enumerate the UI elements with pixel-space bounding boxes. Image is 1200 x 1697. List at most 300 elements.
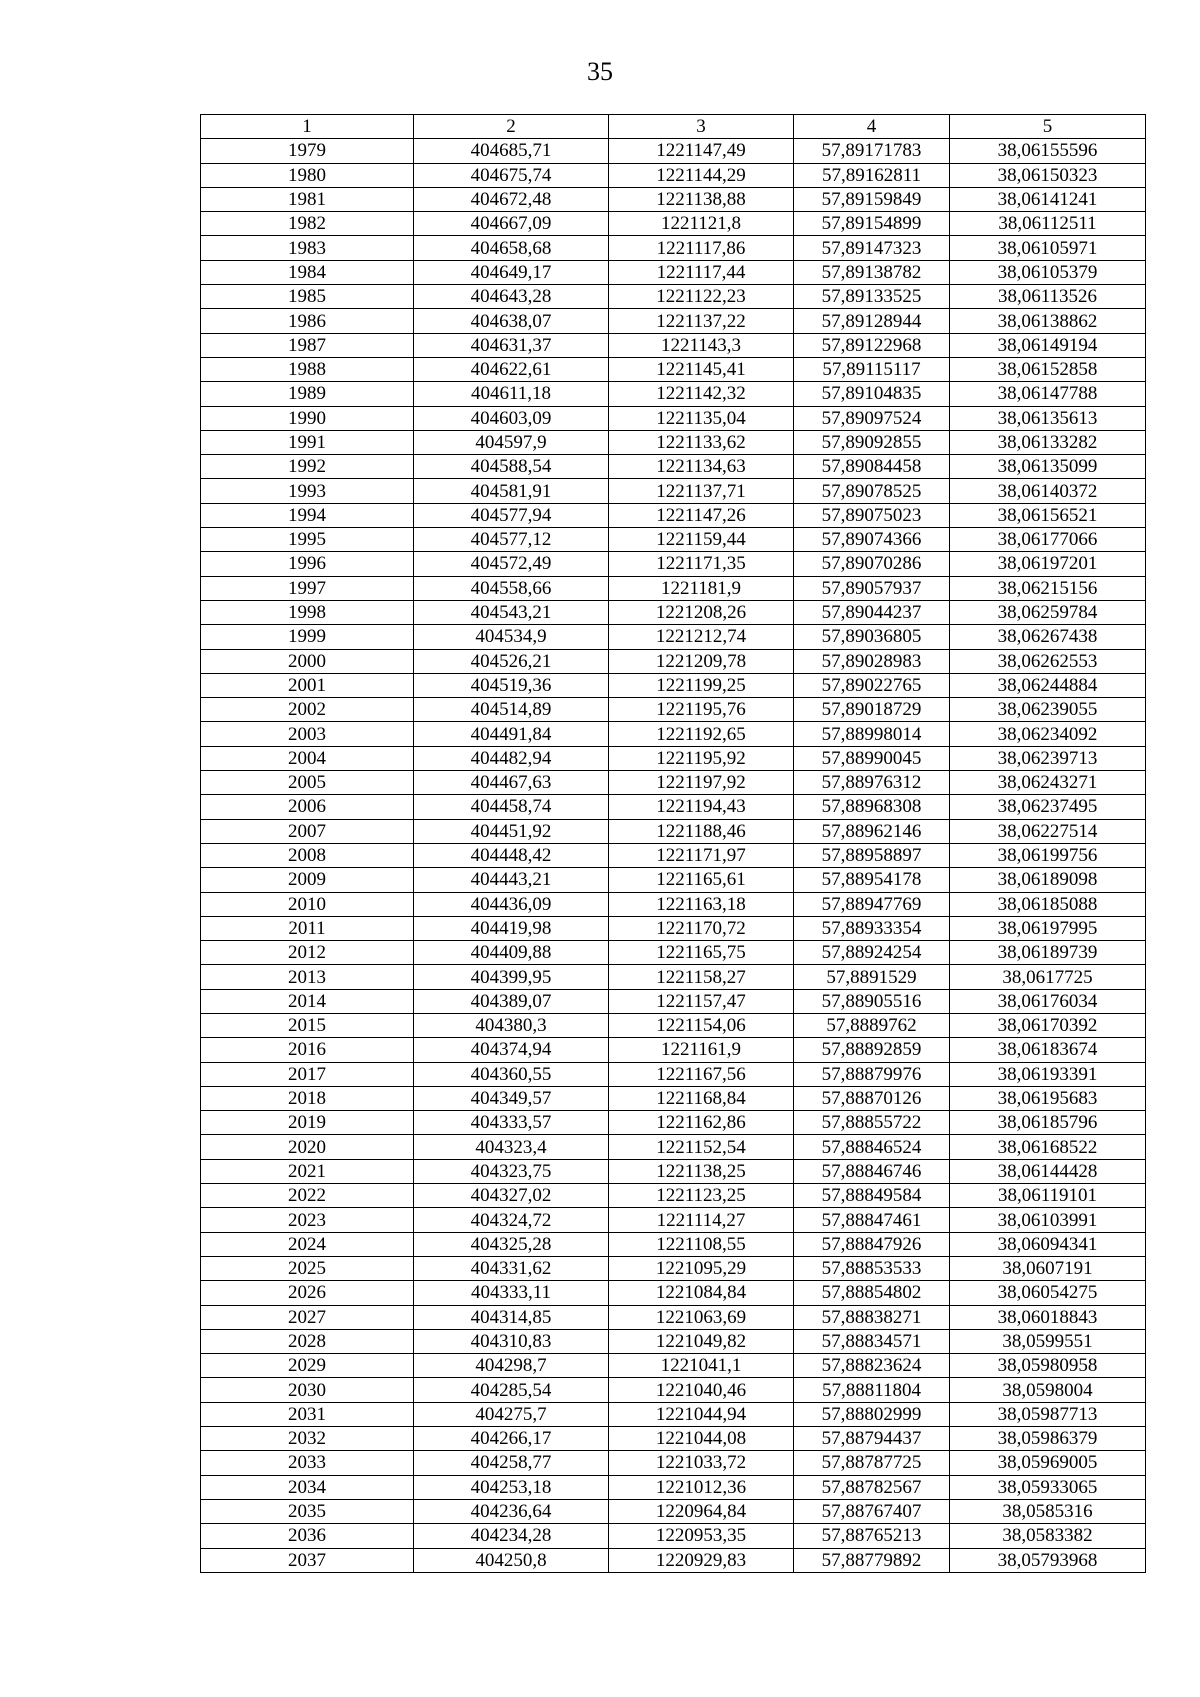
- table-cell: 57,88990045: [794, 746, 950, 770]
- table-cell: 57,89122968: [794, 333, 950, 357]
- table-cell: 38,0585316: [950, 1499, 1146, 1523]
- table-cell: 1221095,29: [609, 1256, 794, 1280]
- table-cell: 404649,17: [414, 260, 609, 284]
- table-cell: 1221195,92: [609, 746, 794, 770]
- table-cell: 57,89162811: [794, 163, 950, 187]
- table-cell: 57,8889762: [794, 1013, 950, 1037]
- table-cell: 404675,74: [414, 163, 609, 187]
- table-cell: 38,06262553: [950, 649, 1146, 673]
- table-cell: 404603,09: [414, 406, 609, 430]
- table-cell: 57,89070286: [794, 552, 950, 576]
- page-number: 35: [587, 57, 613, 86]
- table-cell: 57,88838271: [794, 1305, 950, 1329]
- table-cell: 2023: [201, 1208, 414, 1232]
- table-cell: 38,05980958: [950, 1354, 1146, 1378]
- table-row: [201, 1427, 1146, 1451]
- table-row: [201, 965, 1146, 989]
- table-row: [201, 1232, 1146, 1256]
- table-cell: 1221044,08: [609, 1427, 794, 1451]
- table-cell: 57,88947769: [794, 892, 950, 916]
- table-cell: 38,0583382: [950, 1524, 1146, 1548]
- table-cell: 57,88787725: [794, 1451, 950, 1475]
- table-cell: 404250,8: [414, 1548, 609, 1572]
- table-cell: 57,89154899: [794, 212, 950, 236]
- table-cell: 1221199,25: [609, 673, 794, 697]
- table-cell: 57,88892859: [794, 1038, 950, 1062]
- table-cell: 404672,48: [414, 187, 609, 211]
- table-cell: 2018: [201, 1086, 414, 1110]
- table-row: [201, 430, 1146, 454]
- table-cell: 404266,17: [414, 1427, 609, 1451]
- table-cell: 2022: [201, 1184, 414, 1208]
- table-cell: 404380,3: [414, 1013, 609, 1037]
- column-header: 4: [794, 115, 950, 139]
- table-cell: 404389,07: [414, 989, 609, 1013]
- table-cell: 1221142,32: [609, 382, 794, 406]
- table-cell: 2007: [201, 819, 414, 843]
- table-cell: 2036: [201, 1524, 414, 1548]
- table-cell: 2026: [201, 1281, 414, 1305]
- table-cell: 404611,18: [414, 382, 609, 406]
- table-cell: 1220964,84: [609, 1499, 794, 1523]
- table-row: [201, 382, 1146, 406]
- table-cell: 1221154,06: [609, 1013, 794, 1037]
- table-cell: 2008: [201, 843, 414, 867]
- table-row: [201, 1524, 1146, 1548]
- table-row: [201, 819, 1146, 843]
- table-cell: 38,06138862: [950, 309, 1146, 333]
- table-row: [201, 309, 1146, 333]
- table-cell: 1999: [201, 625, 414, 649]
- table-cell: 404482,94: [414, 746, 609, 770]
- table-cell: 404631,37: [414, 333, 609, 357]
- table-cell: 1221168,84: [609, 1086, 794, 1110]
- table-cell: 38,06140372: [950, 479, 1146, 503]
- table-cell: 2019: [201, 1111, 414, 1135]
- table-cell: 38,06168522: [950, 1135, 1146, 1159]
- table-cell: 404325,28: [414, 1232, 609, 1256]
- table-row: [201, 843, 1146, 867]
- table-cell: 57,88782567: [794, 1475, 950, 1499]
- table-cell: 1220953,35: [609, 1524, 794, 1548]
- table-cell: 404436,09: [414, 892, 609, 916]
- table-cell: 1221147,49: [609, 139, 794, 163]
- table-cell: 1221161,9: [609, 1038, 794, 1062]
- table-row: [201, 1451, 1146, 1475]
- table-cell: 1221108,55: [609, 1232, 794, 1256]
- table-cell: 404448,42: [414, 843, 609, 867]
- table-cell: 404374,94: [414, 1038, 609, 1062]
- table-row: [201, 455, 1146, 479]
- table-cell: 2025: [201, 1256, 414, 1280]
- table-cell: 1994: [201, 503, 414, 527]
- table-cell: 404236,64: [414, 1499, 609, 1523]
- table-cell: 1221138,25: [609, 1159, 794, 1183]
- table-cell: 57,89138782: [794, 260, 950, 284]
- table-cell: 1221162,86: [609, 1111, 794, 1135]
- table-cell: 404597,9: [414, 430, 609, 454]
- table-cell: 404285,54: [414, 1378, 609, 1402]
- table-row: [201, 673, 1146, 697]
- table-cell: 38,06239713: [950, 746, 1146, 770]
- table-cell: 2001: [201, 673, 414, 697]
- table-cell: 404526,21: [414, 649, 609, 673]
- table-row: [201, 892, 1146, 916]
- table-cell: 2035: [201, 1499, 414, 1523]
- table-cell: 57,88849584: [794, 1184, 950, 1208]
- table-cell: 38,06197201: [950, 552, 1146, 576]
- table-row: [201, 357, 1146, 381]
- table-cell: 57,88847926: [794, 1232, 950, 1256]
- table-cell: 404458,74: [414, 795, 609, 819]
- table-row: [201, 771, 1146, 795]
- table-cell: 1221033,72: [609, 1451, 794, 1475]
- table-cell: 57,88933354: [794, 916, 950, 940]
- table-cell: 57,89092855: [794, 430, 950, 454]
- table-cell: 38,06018843: [950, 1305, 1146, 1329]
- table-cell: 38,06094341: [950, 1232, 1146, 1256]
- table-cell: 404234,28: [414, 1524, 609, 1548]
- table-row: [201, 1402, 1146, 1426]
- table-cell: 1221134,63: [609, 455, 794, 479]
- table-cell: 38,06185088: [950, 892, 1146, 916]
- table-cell: 1984: [201, 260, 414, 284]
- table-cell: 404409,88: [414, 941, 609, 965]
- table-cell: 404275,7: [414, 1402, 609, 1426]
- table-cell: 38,06197995: [950, 916, 1146, 940]
- table-cell: 404443,21: [414, 868, 609, 892]
- table-cell: 404419,98: [414, 916, 609, 940]
- table-cell: 38,06133282: [950, 430, 1146, 454]
- table-cell: 1995: [201, 528, 414, 552]
- table-cell: 404451,92: [414, 819, 609, 843]
- table-row: [201, 916, 1146, 940]
- table-cell: 38,06195683: [950, 1086, 1146, 1110]
- table-row: [201, 1038, 1146, 1062]
- table-cell: 1221192,65: [609, 722, 794, 746]
- table-cell: 38,06135613: [950, 406, 1146, 430]
- table-cell: 404333,11: [414, 1281, 609, 1305]
- table-cell: 2021: [201, 1159, 414, 1183]
- table-cell: 1221194,43: [609, 795, 794, 819]
- table-cell: 1221117,44: [609, 260, 794, 284]
- table-cell: 2037: [201, 1548, 414, 1572]
- table-cell: 404324,72: [414, 1208, 609, 1232]
- table-cell: 38,06155596: [950, 139, 1146, 163]
- table-cell: 57,88855722: [794, 1111, 950, 1135]
- table-cell: 1996: [201, 552, 414, 576]
- table-cell: 2012: [201, 941, 414, 965]
- table-cell: 38,06183674: [950, 1038, 1146, 1062]
- table-cell: 1221163,18: [609, 892, 794, 916]
- table-cell: 38,0599551: [950, 1329, 1146, 1353]
- table-row: [201, 1305, 1146, 1329]
- table-cell: 1985: [201, 285, 414, 309]
- table-cell: 1221121,8: [609, 212, 794, 236]
- table-cell: 1221158,27: [609, 965, 794, 989]
- table-cell: 38,06054275: [950, 1281, 1146, 1305]
- table-header-row: [201, 115, 1146, 139]
- table-cell: 1221084,84: [609, 1281, 794, 1305]
- table-cell: 1221145,41: [609, 357, 794, 381]
- table-cell: 57,89133525: [794, 285, 950, 309]
- table-cell: 404258,77: [414, 1451, 609, 1475]
- table-cell: 404333,57: [414, 1111, 609, 1135]
- table-cell: 404588,54: [414, 455, 609, 479]
- table-cell: 2009: [201, 868, 414, 892]
- column-header: 5: [950, 115, 1146, 139]
- table-cell: 2013: [201, 965, 414, 989]
- table-cell: 57,89044237: [794, 600, 950, 624]
- table-cell: 1221197,92: [609, 771, 794, 795]
- table-cell: 2010: [201, 892, 414, 916]
- table-cell: 57,89171783: [794, 139, 950, 163]
- table-cell: 38,06227514: [950, 819, 1146, 843]
- table-cell: 404349,57: [414, 1086, 609, 1110]
- table-cell: 1221165,61: [609, 868, 794, 892]
- table-cell: 38,05969005: [950, 1451, 1146, 1475]
- table-row: [201, 1159, 1146, 1183]
- table-cell: 57,89115117: [794, 357, 950, 381]
- table-row: [201, 1548, 1146, 1572]
- table-row: [201, 1378, 1146, 1402]
- table-cell: 1221063,69: [609, 1305, 794, 1329]
- table-cell: 57,89078525: [794, 479, 950, 503]
- table-row: [201, 479, 1146, 503]
- table-row: [201, 625, 1146, 649]
- table-row: [201, 722, 1146, 746]
- table-cell: 38,06177066: [950, 528, 1146, 552]
- table-cell: 38,05933065: [950, 1475, 1146, 1499]
- table-cell: 38,06199756: [950, 843, 1146, 867]
- table-cell: 38,06105971: [950, 236, 1146, 260]
- table-row: [201, 260, 1146, 284]
- table-cell: 404491,84: [414, 722, 609, 746]
- table-cell: 57,88879976: [794, 1062, 950, 1086]
- table-cell: 404577,12: [414, 528, 609, 552]
- table-cell: 1221188,46: [609, 819, 794, 843]
- table-cell: 1221137,22: [609, 309, 794, 333]
- table-cell: 38,05986379: [950, 1427, 1146, 1451]
- table-cell: 1221159,44: [609, 528, 794, 552]
- table-cell: 1981: [201, 187, 414, 211]
- table-cell: 38,06267438: [950, 625, 1146, 649]
- table-cell: 1221122,23: [609, 285, 794, 309]
- table-cell: 2011: [201, 916, 414, 940]
- table-cell: 38,06193391: [950, 1062, 1146, 1086]
- table-cell: 2027: [201, 1305, 414, 1329]
- table-cell: 57,89074366: [794, 528, 950, 552]
- table-cell: 404558,66: [414, 576, 609, 600]
- table-cell: 57,88854802: [794, 1281, 950, 1305]
- table-cell: 1221152,54: [609, 1135, 794, 1159]
- table-row: [201, 236, 1146, 260]
- table-cell: 1221209,78: [609, 649, 794, 673]
- table-cell: 404577,94: [414, 503, 609, 527]
- table-row: [201, 528, 1146, 552]
- table-cell: 404467,63: [414, 771, 609, 795]
- coordinates-table: [200, 114, 1146, 1573]
- table-row: [201, 139, 1146, 163]
- table-cell: 57,89022765: [794, 673, 950, 697]
- table-cell: 1221165,75: [609, 941, 794, 965]
- table-cell: 1982: [201, 212, 414, 236]
- table-cell: 38,06185796: [950, 1111, 1146, 1135]
- table-cell: 1221212,74: [609, 625, 794, 649]
- table-cell: 38,06239055: [950, 698, 1146, 722]
- table-cell: 38,06150323: [950, 163, 1146, 187]
- table-cell: 1988: [201, 357, 414, 381]
- table-row: [201, 333, 1146, 357]
- table-row: [201, 941, 1146, 965]
- table-row: [201, 1208, 1146, 1232]
- table-cell: 404327,02: [414, 1184, 609, 1208]
- table-cell: 38,06113526: [950, 285, 1146, 309]
- table-row: [201, 698, 1146, 722]
- table-cell: 1987: [201, 333, 414, 357]
- table-cell: 57,89028983: [794, 649, 950, 673]
- table-cell: 2033: [201, 1451, 414, 1475]
- table-cell: 57,89084458: [794, 455, 950, 479]
- table-cell: 38,06170392: [950, 1013, 1146, 1037]
- table-cell: 2003: [201, 722, 414, 746]
- table-cell: 38,06189098: [950, 868, 1146, 892]
- table-cell: 2006: [201, 795, 414, 819]
- table-cell: 1221195,76: [609, 698, 794, 722]
- table-cell: 1221114,27: [609, 1208, 794, 1232]
- table-cell: 57,8891529: [794, 965, 950, 989]
- table-cell: 404658,68: [414, 236, 609, 260]
- table-cell: 404519,36: [414, 673, 609, 697]
- table-cell: 1221123,25: [609, 1184, 794, 1208]
- table-cell: 1221170,72: [609, 916, 794, 940]
- table-cell: 38,06156521: [950, 503, 1146, 527]
- table-cell: 38,0607191: [950, 1256, 1146, 1280]
- table-cell: 1221171,35: [609, 552, 794, 576]
- table-cell: 1997: [201, 576, 414, 600]
- table-cell: 404514,89: [414, 698, 609, 722]
- table-cell: 38,0617725: [950, 965, 1146, 989]
- table-cell: 38,06189739: [950, 941, 1146, 965]
- table-row: [201, 1475, 1146, 1499]
- table-cell: 2034: [201, 1475, 414, 1499]
- table-row: [201, 1281, 1146, 1305]
- table-cell: 57,89104835: [794, 382, 950, 406]
- table-row: [201, 1256, 1146, 1280]
- table-row: [201, 1111, 1146, 1135]
- table-row: [201, 552, 1146, 576]
- table-cell: 2020: [201, 1135, 414, 1159]
- table-cell: 1989: [201, 382, 414, 406]
- table-cell: 404310,83: [414, 1329, 609, 1353]
- table-cell: 404572,49: [414, 552, 609, 576]
- table-cell: 1221044,94: [609, 1402, 794, 1426]
- table-cell: 57,89057937: [794, 576, 950, 600]
- table-cell: 57,88811804: [794, 1378, 950, 1402]
- table-cell: 57,89147323: [794, 236, 950, 260]
- table-cell: 38,06135099: [950, 455, 1146, 479]
- table-row: [201, 406, 1146, 430]
- table-cell: 404622,61: [414, 357, 609, 381]
- table-cell: 2014: [201, 989, 414, 1013]
- table-cell: 57,88847461: [794, 1208, 950, 1232]
- table-cell: 57,88870126: [794, 1086, 950, 1110]
- table-cell: 38,06234092: [950, 722, 1146, 746]
- table-cell: 1993: [201, 479, 414, 503]
- table-cell: 57,88968308: [794, 795, 950, 819]
- table-cell: 38,06176034: [950, 989, 1146, 1013]
- table-row: [201, 868, 1146, 892]
- table-cell: 57,88846746: [794, 1159, 950, 1183]
- table-cell: 404253,18: [414, 1475, 609, 1499]
- table-row: [201, 1499, 1146, 1523]
- table-cell: 2016: [201, 1038, 414, 1062]
- table-cell: 404323,4: [414, 1135, 609, 1159]
- table-row: [201, 1329, 1146, 1353]
- table-cell: 57,88802999: [794, 1402, 950, 1426]
- table-row: [201, 212, 1146, 236]
- column-header: 2: [414, 115, 609, 139]
- table-cell: 2024: [201, 1232, 414, 1256]
- table-cell: 38,06119101: [950, 1184, 1146, 1208]
- table-row: [201, 503, 1146, 527]
- table-cell: 404314,85: [414, 1305, 609, 1329]
- table-cell: 57,88958897: [794, 843, 950, 867]
- table-cell: 57,88767407: [794, 1499, 950, 1523]
- table-cell: 1221208,26: [609, 600, 794, 624]
- table-row: [201, 795, 1146, 819]
- table-cell: 2028: [201, 1329, 414, 1353]
- table-row: [201, 163, 1146, 187]
- table-cell: 1221135,04: [609, 406, 794, 430]
- table-cell: 404638,07: [414, 309, 609, 333]
- table-cell: 38,06105379: [950, 260, 1146, 284]
- table-cell: 2030: [201, 1378, 414, 1402]
- table-cell: 57,89128944: [794, 309, 950, 333]
- table-row: [201, 576, 1146, 600]
- table-body: [201, 139, 1146, 1573]
- table-row: [201, 1086, 1146, 1110]
- table-cell: 57,88765213: [794, 1524, 950, 1548]
- table-cell: 38,06237495: [950, 795, 1146, 819]
- table-cell: 38,06147788: [950, 382, 1146, 406]
- table-cell: 1221137,71: [609, 479, 794, 503]
- table-cell: 38,0598004: [950, 1378, 1146, 1402]
- table-cell: 404685,71: [414, 139, 609, 163]
- table-cell: 1221041,1: [609, 1354, 794, 1378]
- table-cell: 1221181,9: [609, 576, 794, 600]
- table-cell: 38,06215156: [950, 576, 1146, 600]
- table-cell: 404399,95: [414, 965, 609, 989]
- table-cell: 57,88962146: [794, 819, 950, 843]
- table-row: [201, 746, 1146, 770]
- table-cell: 1998: [201, 600, 414, 624]
- table-cell: 57,88924254: [794, 941, 950, 965]
- table-cell: 404298,7: [414, 1354, 609, 1378]
- table-cell: 1221147,26: [609, 503, 794, 527]
- table-cell: 57,88834571: [794, 1329, 950, 1353]
- table-cell: 57,89159849: [794, 187, 950, 211]
- table-cell: 57,89075023: [794, 503, 950, 527]
- table-cell: 57,88954178: [794, 868, 950, 892]
- table-cell: 38,06244884: [950, 673, 1146, 697]
- table-cell: 1221012,36: [609, 1475, 794, 1499]
- table-cell: 1990: [201, 406, 414, 430]
- table-row: [201, 649, 1146, 673]
- table-cell: 1221144,29: [609, 163, 794, 187]
- table-cell: 57,88823624: [794, 1354, 950, 1378]
- table-cell: 404534,9: [414, 625, 609, 649]
